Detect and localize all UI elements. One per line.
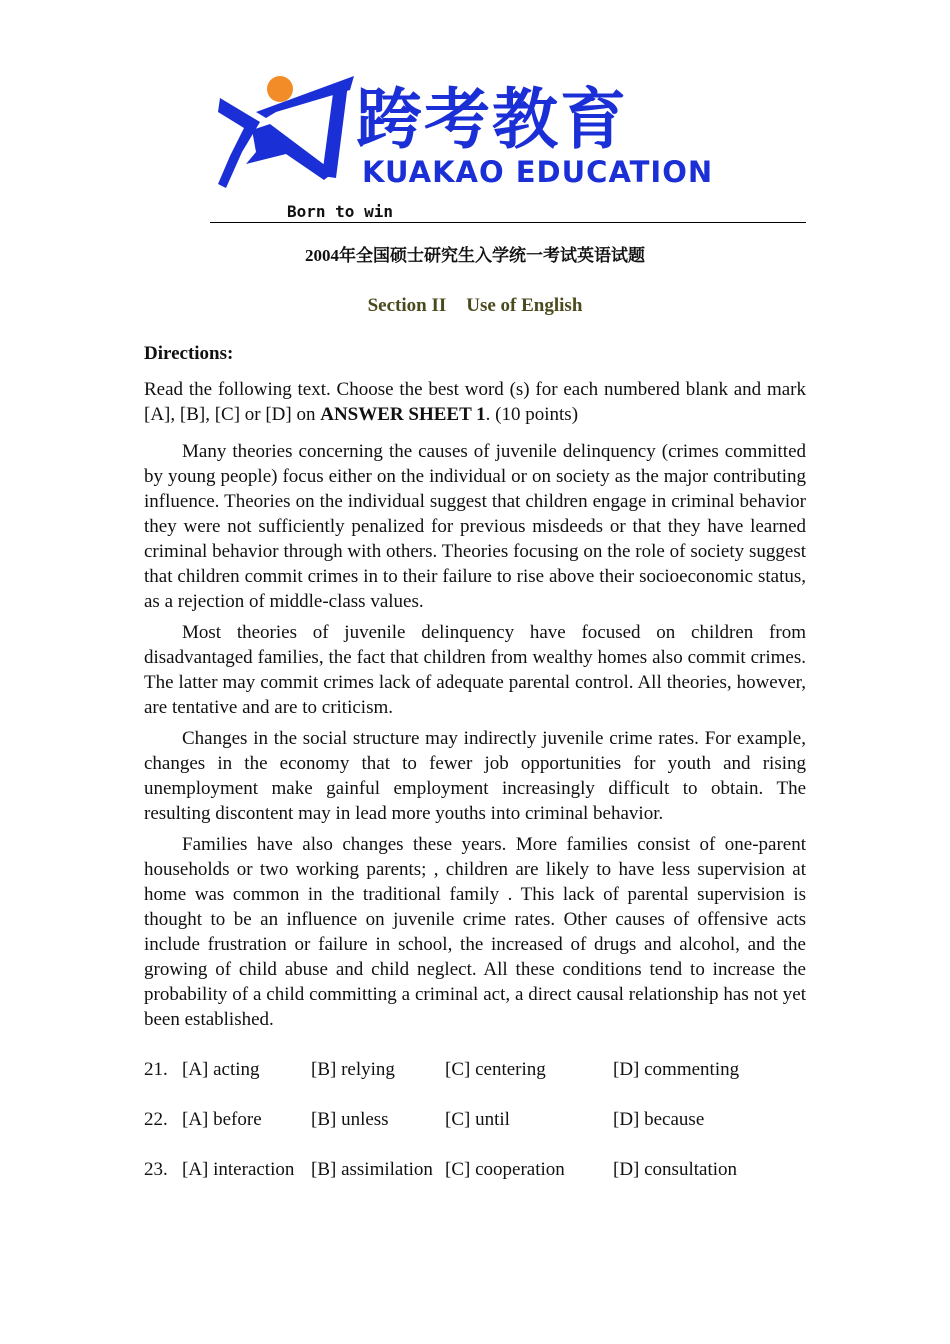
option-b: [B] assimilation bbox=[311, 1159, 433, 1180]
option-b: [B] relying bbox=[311, 1059, 395, 1080]
question-21 bbox=[144, 1057, 806, 1082]
option-a: [A] acting bbox=[182, 1059, 260, 1080]
question-number: 22. bbox=[144, 1109, 168, 1130]
directions-tail: . (10 points) bbox=[485, 404, 579, 425]
section-heading bbox=[144, 293, 806, 319]
kuakao-logo-mark bbox=[216, 72, 356, 192]
document-body bbox=[144, 244, 806, 1207]
logo-swoosh-right bbox=[322, 84, 348, 178]
logo-dot bbox=[267, 76, 293, 102]
option-d: [D] consultation bbox=[613, 1159, 738, 1180]
question-23 bbox=[144, 1157, 806, 1182]
option-d: [D] because bbox=[613, 1109, 705, 1130]
directions-text bbox=[144, 377, 806, 427]
logo-chinese-wordmark: 跨考教育 bbox=[356, 81, 628, 158]
logo-swoosh-cross bbox=[246, 124, 334, 180]
option-a: [A] before bbox=[182, 1109, 262, 1130]
answer-sheet-label: ANSWER SHEET 1 bbox=[320, 404, 486, 425]
option-c: [C] centering bbox=[445, 1059, 546, 1080]
section-label: Section II bbox=[367, 295, 447, 316]
question-number: 21. bbox=[144, 1059, 168, 1080]
question-options bbox=[144, 1057, 806, 1182]
passage-paragraph-2: Most theories of juvenile delinquency have focused on children from disadvantaged families, the fact that children from wealthy homes also commit crimes. The latter may commit crimes lack of adequate parental control. All theories, however, are tentative and are to criticism. bbox=[144, 622, 806, 718]
option-d: [D] commenting bbox=[613, 1059, 740, 1080]
exam-title: 2004年全国硕士研究生入学统一考试英语试题 bbox=[305, 246, 645, 265]
question-number: 23. bbox=[144, 1159, 168, 1180]
directions-lead: Read the following text. Choose the best word (s) for each numbered blank and mark [A], [B], [C] or [D] on bbox=[144, 379, 806, 425]
header-divider bbox=[210, 222, 806, 223]
option-b: [B] unless bbox=[311, 1109, 389, 1130]
passage-paragraph-3: Changes in the social structure may indirectly juvenile crime rates. For example, changes in the economy that to fewer job opportunities for youth and rising unemployment make gainful employment increasingly difficult to obtain. The resulting discontent may in lead more youths into criminal behavior. bbox=[144, 728, 806, 824]
directions-label: Directions: bbox=[144, 343, 234, 364]
logo-english-wordmark: KUAKAO EDUCATION bbox=[362, 155, 714, 189]
option-a: [A] interaction bbox=[182, 1159, 295, 1180]
section-name: Use of English bbox=[466, 295, 583, 316]
slogan: Born to win bbox=[287, 202, 393, 221]
option-c: [C] cooperation bbox=[445, 1159, 565, 1180]
option-c: [C] until bbox=[445, 1109, 510, 1130]
passage-paragraph-1: Many theories concerning the causes of juvenile delinquency (crimes committed by young people) focus either on the individual or on society as the major contributing influence. Theories on the individual suggest that children engage in criminal behavior they were not sufficiently penalized for previous misdeeds or that they have learned criminal behavior through with others. Theories focusing on the role of society suggest that children commit crimes in to their failure to rise above their socioeconomic status, as a rejection of middle-class values. bbox=[144, 441, 806, 612]
question-22 bbox=[144, 1107, 806, 1132]
logo-swoosh-left bbox=[218, 98, 260, 188]
page-header bbox=[210, 72, 806, 224]
passage-paragraph-4: Families have also changes these years. More families consist of one-parent households or two working parents; , children are likely to have less supervision at home was common in the traditional family . This lack of parental supervision is thought to be an influence on juvenile crime rates. Other causes of offensive acts include frustration or failure in school, the increased of drugs and alcohol, and the growing of child abuse and child neglect. All these conditions tend to increase the probability of a child committing a criminal act, a direct causal relationship has not yet been established. bbox=[144, 834, 806, 1030]
